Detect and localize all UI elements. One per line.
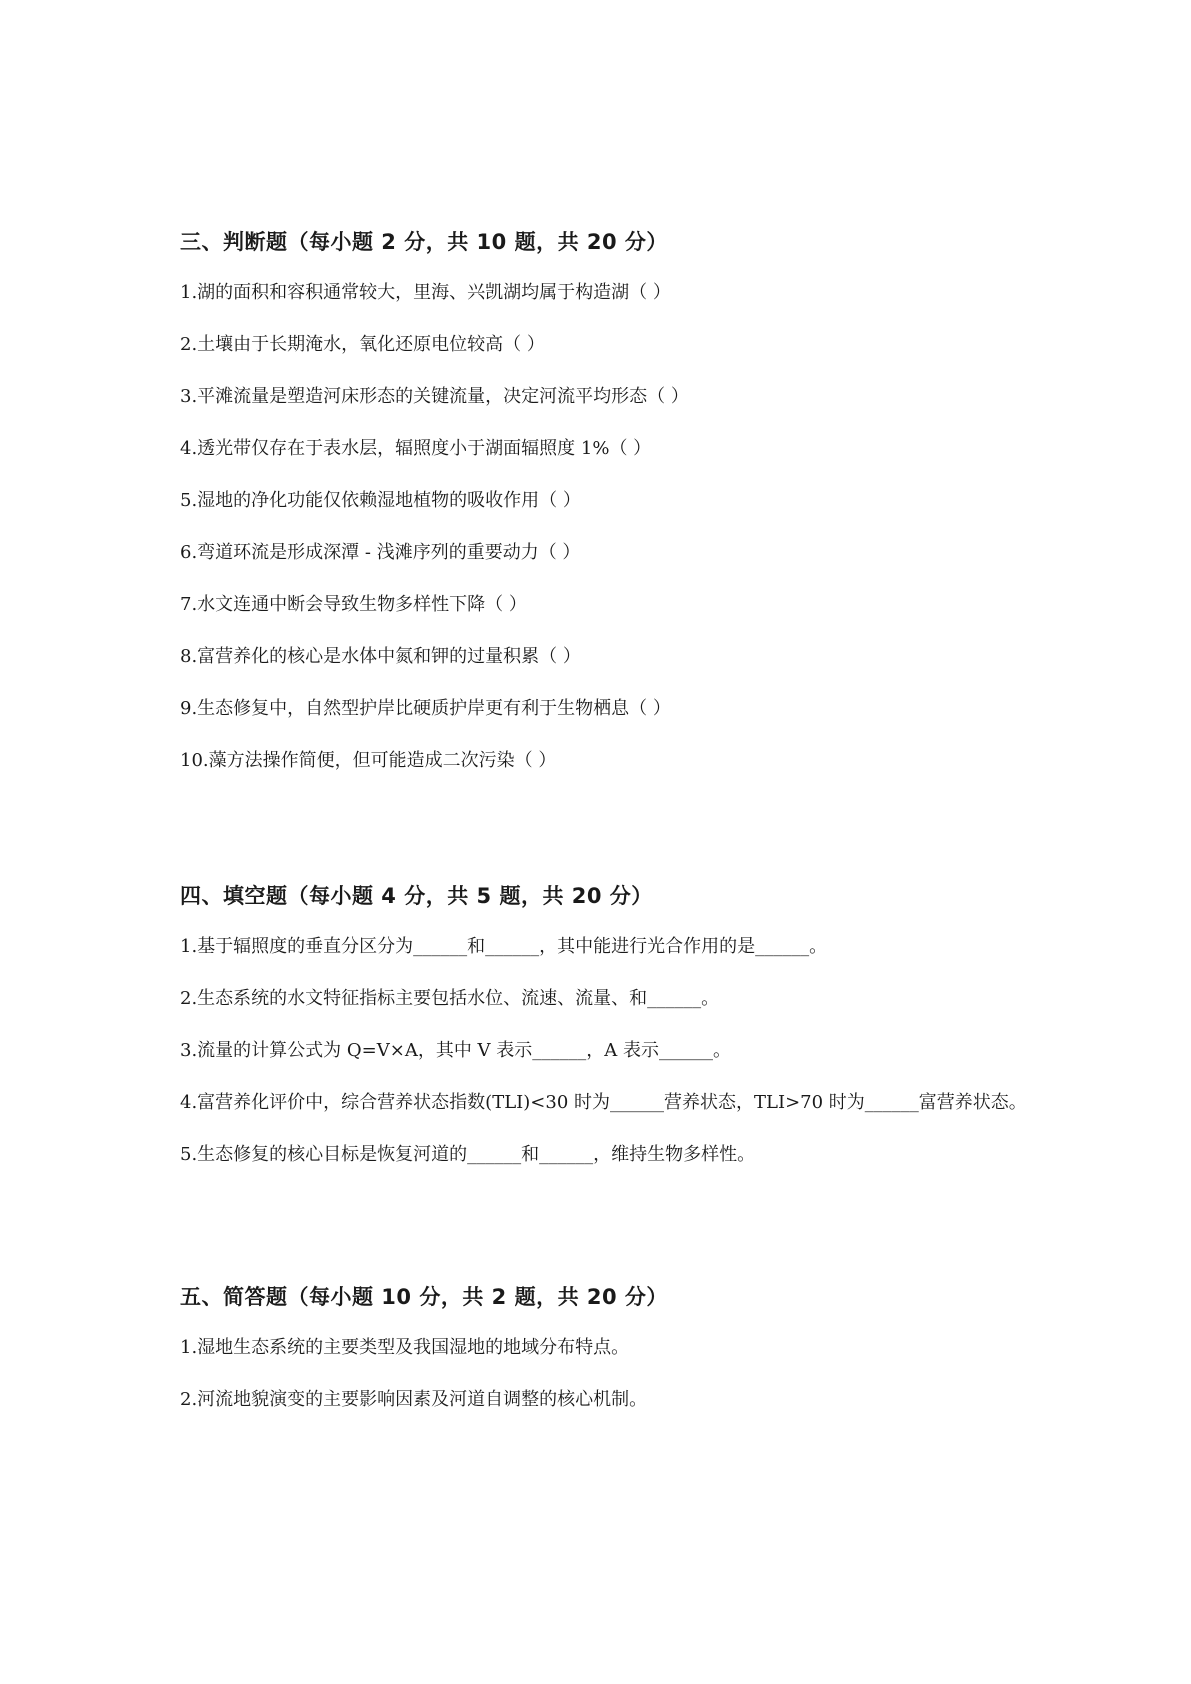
question-item: 3.平滩流量是塑造河床形态的关键流量，决定河流平均形态（ ） bbox=[180, 386, 689, 407]
question-item: 2.土壤由于长期淹水，氧化还原电位较高（ ） bbox=[180, 334, 545, 355]
question-item: 9.生态修复中，自然型护岸比硬质护岸更有利于生物栖息（ ） bbox=[180, 698, 671, 719]
section-title-fill-in-blank: 四、填空题（每小题 4 分，共 5 题，共 20 分） bbox=[180, 884, 653, 908]
section-short-answer bbox=[180, 1283, 1040, 1437]
question-item: 1.湿地生态系统的主要类型及我国湿地的地域分布特点。 bbox=[180, 1337, 630, 1358]
question-item: 5.湿地的净化功能仅依赖湿地植物的吸收作用（ ） bbox=[180, 490, 581, 511]
question-item: 3.流量的计算公式为 Q=V×A，其中 V 表示______，A 表示______。 bbox=[180, 1040, 731, 1061]
section-fill-in-blank bbox=[180, 882, 1040, 1192]
section-title-short-answer: 五、简答题（每小题 10 分，共 2 题，共 20 分） bbox=[180, 1285, 668, 1309]
question-item: 2.生态系统的水文特征指标主要包括水位、流速、流量、和______。 bbox=[180, 988, 720, 1009]
question-item: 5.生态修复的核心目标是恢复河道的______和______，维持生物多样性。 bbox=[180, 1144, 756, 1165]
question-item: 6.弯道环流是形成深潭 - 浅滩序列的重要动力（ ） bbox=[180, 542, 581, 563]
question-item: 8.富营养化的核心是水体中氮和钾的过量积累（ ） bbox=[180, 646, 581, 667]
question-item: 1.基于辐照度的垂直分区分为______和______，其中能进行光合作用的是______。 bbox=[180, 936, 828, 957]
question-item: 7.水文连通中断会导致生物多样性下降（ ） bbox=[180, 594, 527, 615]
question-item: 10.藻方法操作简便，但可能造成二次污染（ ） bbox=[180, 750, 557, 771]
question-item: 4.富营养化评价中，综合营养状态指数(TLI)<30 时为______营养状态，TLI>70 时为______富营养状态。 bbox=[180, 1092, 1027, 1113]
question-item: 2.河流地貌演变的主要影响因素及河道自调整的核心机制。 bbox=[180, 1389, 648, 1410]
question-item: 1.湖的面积和容积通常较大，里海、兴凯湖均属于构造湖（ ） bbox=[180, 282, 671, 303]
section-title-true-false: 三、判断题（每小题 2 分，共 10 题，共 20 分） bbox=[180, 230, 668, 254]
section-true-false bbox=[180, 228, 1040, 798]
question-item: 4.透光带仅存在于表水层，辐照度小于湖面辐照度 1%（ ） bbox=[180, 438, 652, 459]
